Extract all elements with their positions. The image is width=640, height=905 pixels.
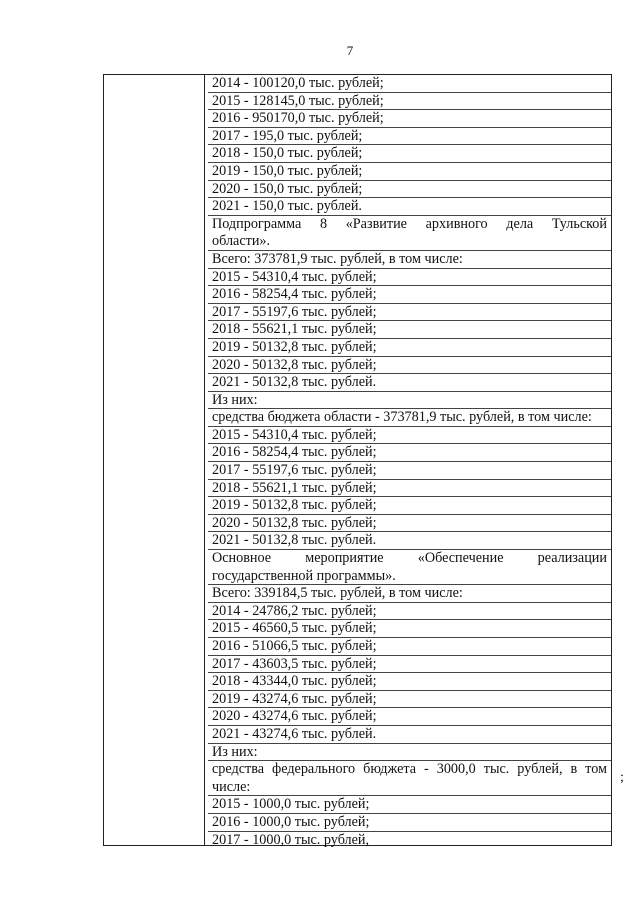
- table-line: 2016 - 58254,4 тыс. рублей;: [208, 286, 611, 304]
- table-line: 2020 - 50132,8 тыс. рублей;: [208, 515, 611, 533]
- column-divider: [204, 75, 205, 845]
- table-line: Из них:: [208, 392, 611, 410]
- table-line: 2017 - 55197,6 тыс. рублей;: [208, 462, 611, 480]
- table-line: 2018 - 150,0 тыс. рублей;: [208, 145, 611, 163]
- table-content-cell: [208, 75, 611, 849]
- table-line: 2015 - 54310,4 тыс. рублей;: [208, 427, 611, 445]
- table-line: 2015 - 46560,5 тыс. рублей;: [208, 620, 611, 638]
- table-line: 2021 - 150,0 тыс. рублей.: [208, 198, 611, 216]
- table-line: Всего: 373781,9 тыс. рублей, в том числе:: [208, 251, 611, 269]
- table-line: 2017 - 1000,0 тыс. рублей,: [212, 831, 370, 848]
- table-line: 2021 - 50132,8 тыс. рублей.: [208, 532, 611, 550]
- table-line: 2018 - 43344,0 тыс. рублей;: [208, 673, 611, 691]
- page-number: 7: [346, 43, 354, 58]
- table-line: 2015 - 54310,4 тыс. рублей;: [208, 269, 611, 287]
- federal-budget-line: числе:: [208, 779, 611, 797]
- table-line: 2020 - 50132,8 тыс. рублей;: [208, 357, 611, 375]
- document-table: [103, 74, 612, 846]
- main-activity-title-line: Основное мероприятие «Обеспечение реализации: [212, 550, 607, 567]
- federal-budget-line: средства федерального бюджета - 3000,0 тыс. рублей, в том: [212, 761, 607, 778]
- table-line: Всего: 339184,5 тыс. рублей, в том числе:: [208, 585, 611, 603]
- table-line: 2021 - 50132,8 тыс. рублей.: [208, 374, 611, 392]
- table-line: 2018 - 55621,1 тыс. рублей;: [208, 321, 611, 339]
- table-line: 2020 - 43274,6 тыс. рублей;: [208, 708, 611, 726]
- table-line: 2017 - 43603,5 тыс. рублей;: [208, 656, 611, 674]
- table-line: средства бюджета области - 373781,9 тыс. рублей, в том числе:: [208, 409, 611, 427]
- table-line: 2014 - 100120,0 тыс. рублей;: [208, 75, 611, 93]
- main-activity-title-line: государственной программы».: [208, 568, 611, 586]
- table-line: 2018 - 55621,1 тыс. рублей;: [208, 480, 611, 498]
- table-line: 2017 - 55197,6 тыс. рублей;: [208, 304, 611, 322]
- table-line: 2015 - 1000,0 тыс. рублей;: [208, 796, 611, 814]
- subprogram-title-line: Подпрограмма 8 «Развитие архивного дела Тульской: [212, 215, 607, 232]
- table-line: 2019 - 50132,8 тыс. рублей;: [208, 339, 611, 357]
- trailing-semicolon: ;: [620, 770, 624, 785]
- table-line: 2014 - 24786,2 тыс. рублей;: [208, 603, 611, 621]
- table-line: 2019 - 150,0 тыс. рублей;: [208, 163, 611, 181]
- table-line: 2016 - 1000,0 тыс. рублей;: [208, 814, 611, 832]
- table-line: 2020 - 150,0 тыс. рублей;: [208, 181, 611, 199]
- table-line: Из них:: [208, 744, 611, 762]
- table-line: 2016 - 950170,0 тыс. рублей;: [208, 110, 611, 128]
- table-line: 2015 - 128145,0 тыс. рублей;: [208, 93, 611, 111]
- table-line: 2019 - 43274,6 тыс. рублей;: [208, 691, 611, 709]
- table-line: 2019 - 50132,8 тыс. рублей;: [208, 497, 611, 515]
- table-line: 2016 - 51066,5 тыс. рублей;: [208, 638, 611, 656]
- table-line: 2016 - 58254,4 тыс. рублей;: [208, 444, 611, 462]
- table-line: 2021 - 43274,6 тыс. рублей.: [208, 726, 611, 744]
- subprogram-title-line: области».: [208, 233, 611, 251]
- table-line: 2017 - 195,0 тыс. рублей;: [208, 128, 611, 146]
